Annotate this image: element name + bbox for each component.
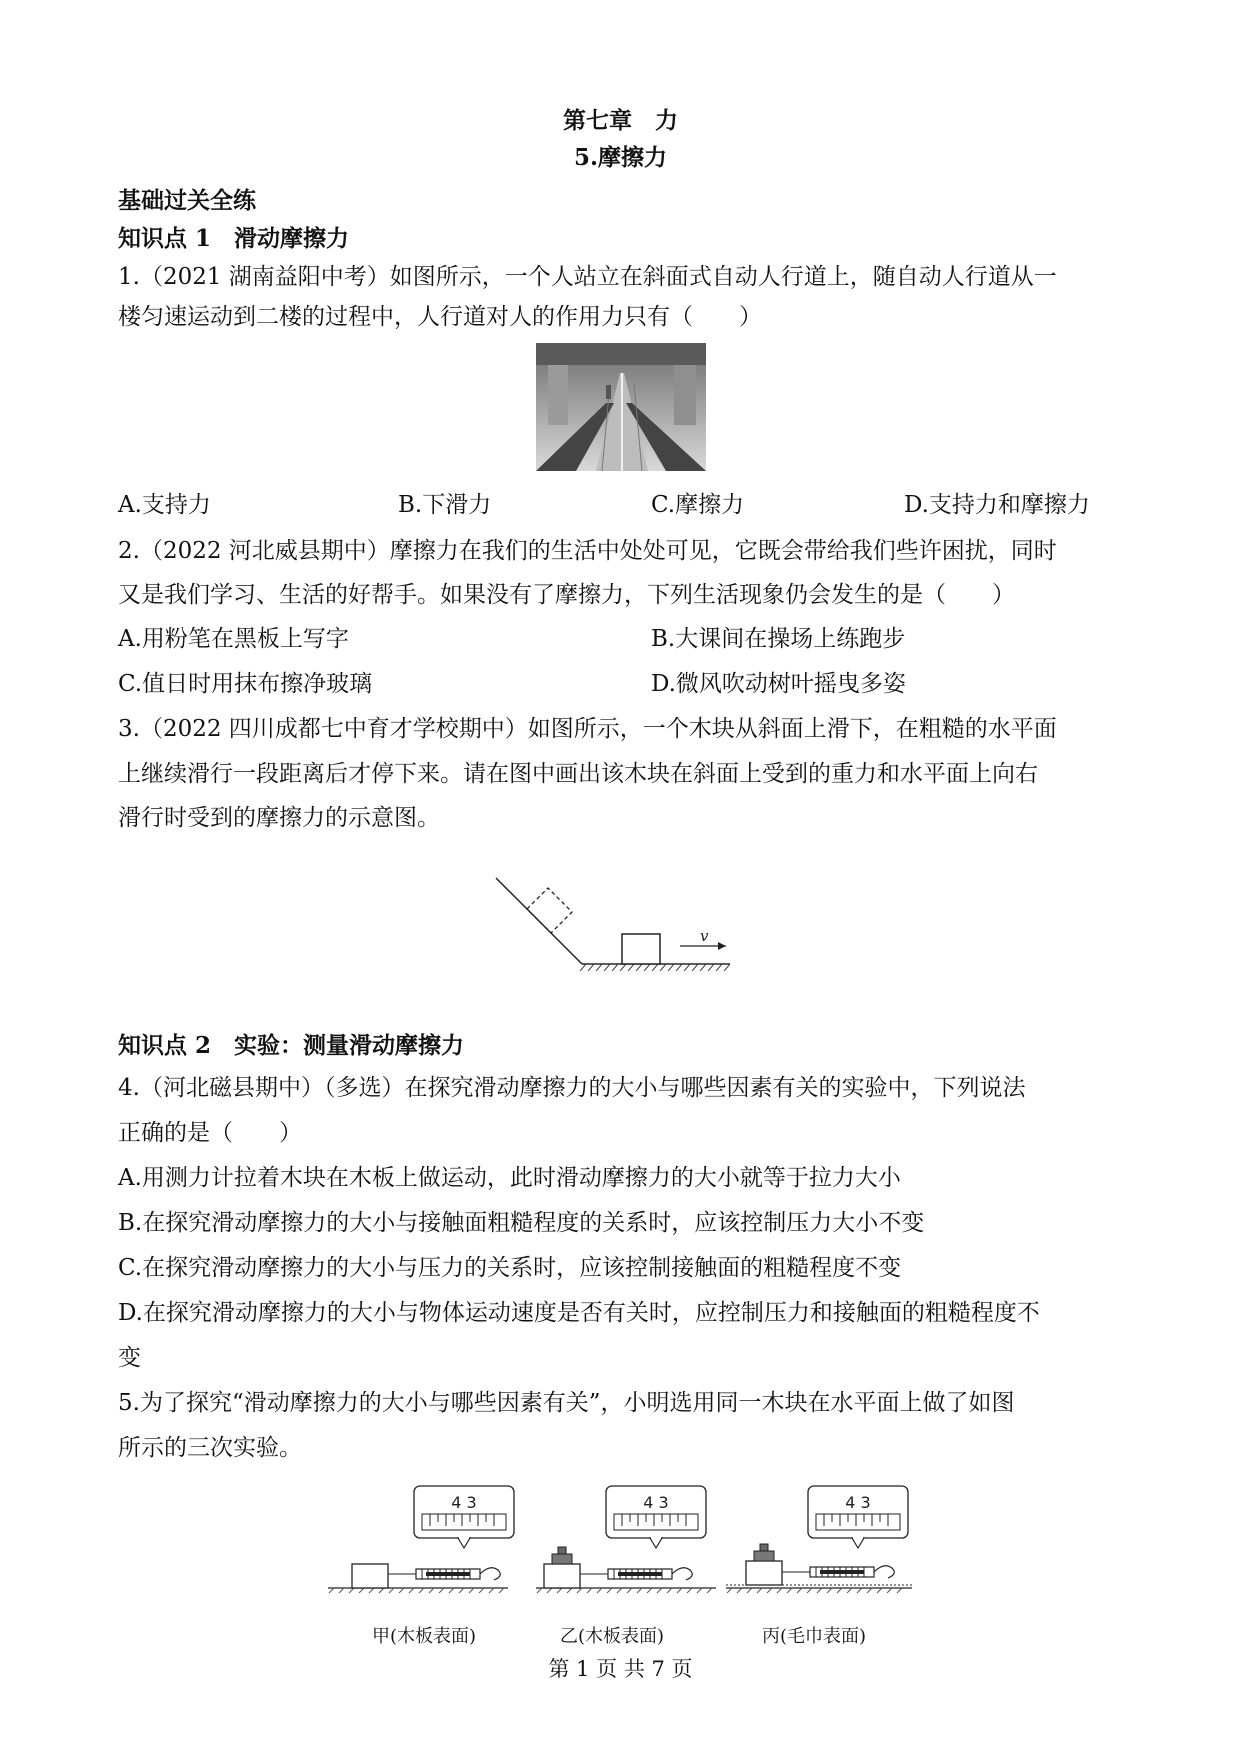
q2-option-c: C.值日时用抹布擦净玻璃 — [118, 671, 373, 697]
q2-option-d: D.微风吹动树叶摇曳多姿 — [651, 671, 906, 697]
gauge-reading-yi: 4 3 — [643, 1493, 669, 1512]
moving-walkway-photo — [536, 343, 706, 471]
q2-option-a: A.用粉笔在黑板上写字 — [118, 626, 349, 652]
q1-option-b: B.下滑力 — [398, 492, 492, 518]
velocity-label: v — [700, 927, 709, 945]
q4-option-d-line1: D.在探究滑动摩擦力的大小与物体运动速度是否有关时，应控制压力和接触面的粗糙程度不 — [118, 1300, 1040, 1326]
q1-line1: 1.（2021 湖南益阳中考）如图所示，一个人站立在斜面式自动人行道上，随自动人行道从一 — [118, 264, 1057, 290]
incline-block-diagram — [490, 870, 750, 980]
q5-line2: 所示的三次实验。 — [118, 1435, 302, 1461]
q4-option-b: B.在探究滑动摩擦力的大小与接触面粗糙程度的关系时，应该控制压力大小不变 — [118, 1210, 925, 1236]
q4-line1: 4.（河北磁县期中）（多选）在探究滑动摩擦力的大小与哪些因素有关的实验中，下列说法 — [118, 1075, 1026, 1101]
q3-line2: 上继续滑行一段距离后才停下来。请在图中画出该木块在斜面上受到的重力和水平面上向右 — [118, 761, 1038, 787]
q2-line1: 2.（2022 河北威县期中）摩擦力在我们的生活中处处可见，它既会带给我们些许困扰，同时 — [118, 538, 1057, 564]
q3-line1: 3.（2022 四川成都七中育才学校期中）如图所示，一个木块从斜面上滑下，在粗糙的水平面 — [118, 716, 1057, 742]
q1-option-d: D.支持力和摩擦力 — [904, 492, 1090, 518]
q2-line2: 又是我们学习、生活的好帮手。如果没有了摩擦力，下列生活现象仍会发生的是（ ） — [118, 582, 1015, 608]
q3-line3: 滑行时受到的摩擦力的示意图。 — [118, 805, 440, 831]
q1-option-c: C.摩擦力 — [651, 492, 745, 518]
q4-option-d-line2: 变 — [118, 1345, 141, 1371]
q1-option-a: A.支持力 — [118, 492, 211, 518]
part-heading: 基础过关全练 — [118, 187, 256, 214]
knowledge-point-1: 知识点 1 滑动摩擦力 — [118, 225, 350, 252]
gauge-reading-jia: 4 3 — [451, 1493, 477, 1512]
friction-experiment-figures — [326, 1476, 916, 1616]
caption-bing: 丙(毛巾表面) — [762, 1626, 867, 1647]
caption-jia: 甲(木板表面) — [372, 1626, 477, 1647]
page-footer: 第 1 页 共 7 页 — [548, 1657, 693, 1681]
q2-option-b: B.大课间在操场上练跑步 — [651, 626, 906, 652]
caption-yi: 乙(木板表面) — [560, 1626, 665, 1647]
knowledge-point-2: 知识点 2 实验：测量滑动摩擦力 — [118, 1032, 465, 1059]
q4-line2: 正确的是（ ） — [118, 1120, 302, 1146]
q5-line1: 5.为了探究“滑动摩擦力的大小与哪些因素有关”，小明选用同一木块在水平面上做了如图 — [118, 1390, 1015, 1416]
chapter-title: 第七章 力 — [563, 107, 678, 134]
gauge-reading-bing: 4 3 — [845, 1493, 871, 1512]
q4-option-a: A.用测力计拉着木块在木板上做运动，此时滑动摩擦力的大小就等于拉力大小 — [118, 1165, 901, 1191]
section-title: 5.摩擦力 — [573, 144, 667, 171]
q4-option-c: C.在探究滑动摩擦力的大小与压力的关系时，应该控制接触面的粗糙程度不变 — [118, 1255, 902, 1281]
q1-line2: 楼匀速运动到二楼的过程中，人行道对人的作用力只有（ ） — [118, 304, 762, 330]
